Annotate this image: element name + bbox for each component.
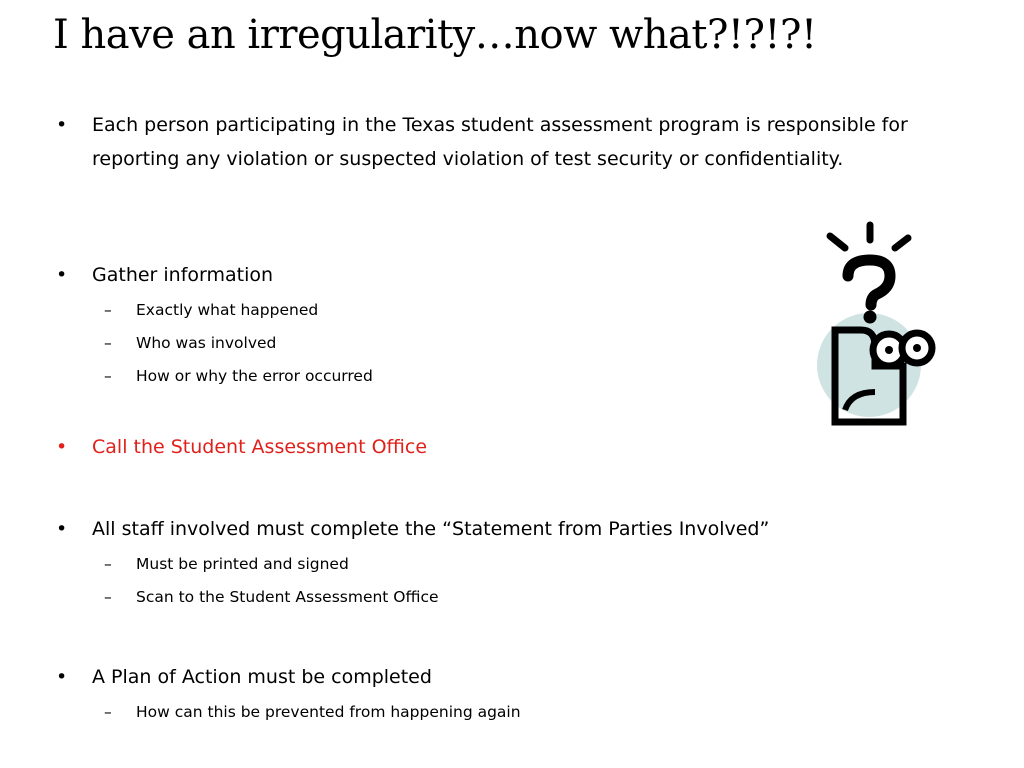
bullet-marker: • (56, 114, 68, 136)
sub-bullet-text: Scan to the Student Assessment Office (136, 588, 439, 606)
confused-face-question-icon (815, 220, 955, 435)
bullet-text: Call the Student Assessment Office (92, 436, 428, 458)
sub-bullet-item (104, 294, 318, 327)
slide-title: I have an irregularity…now what?!?!?! (53, 12, 817, 58)
sub-bullet-marker: – (104, 555, 112, 573)
sub-bullet-text: How can this be prevented from happening again (136, 703, 521, 721)
bullet-text: Gather information (92, 264, 274, 286)
sub-bullet-marker: – (104, 334, 112, 352)
sub-bullet-item (104, 696, 521, 729)
sub-bullet-marker: – (104, 301, 112, 319)
bullet-text: All staff involved must complete the “Statement from Parties Involved” (92, 518, 770, 540)
bullet-item (56, 512, 892, 546)
bullet-item (56, 258, 892, 292)
bullet-marker: • (56, 666, 68, 688)
bullet-text: A Plan of Action must be completed (92, 666, 432, 688)
sub-bullet-item (104, 548, 349, 581)
sub-bullet-text: Exactly what happened (136, 301, 319, 319)
sub-bullet-marker: – (104, 367, 112, 385)
bullet-marker: • (56, 436, 68, 458)
sub-bullet-text: Must be printed and signed (136, 555, 349, 573)
bullet-text: Each person participating in the Texas student assessment program is responsible for reporting any violation or suspected violation of test security or confidentiality. (92, 114, 908, 170)
bullet-item (56, 430, 892, 464)
bullet-marker: • (56, 518, 68, 540)
sub-bullet-text: Who was involved (136, 334, 277, 352)
bullet-marker: • (56, 264, 68, 286)
sub-bullet-marker: – (104, 588, 112, 606)
sub-bullet-text: How or why the error occurred (136, 367, 373, 385)
bullet-item (56, 108, 912, 176)
sub-bullet-item (104, 327, 276, 360)
sub-bullet-item (104, 360, 373, 393)
sub-bullet-marker: – (104, 703, 112, 721)
sub-bullet-item (104, 581, 439, 614)
bullet-item (56, 660, 892, 694)
